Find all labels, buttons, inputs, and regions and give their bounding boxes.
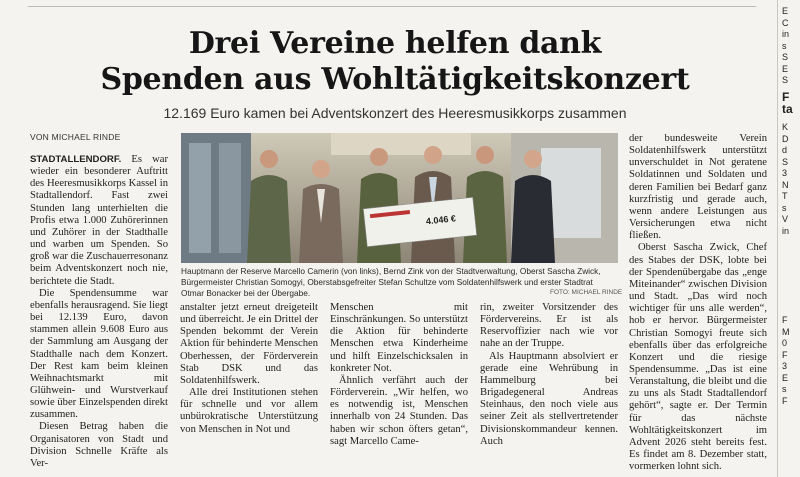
fragment: V <box>782 214 789 224</box>
adjacent-column-heading <box>782 92 800 115</box>
fragment: in <box>782 29 790 39</box>
paragraph: der bundesweite Verein Soldatenhilfswerk unterstützt unverschuldet in Not geratene Soldatinnen und Soldaten und deren Familien bei Bedarf ganz kurzfristig und gerade auch, wenn andere Leistungen aus Versicherungen etwa nicht fließen. <box>629 133 767 242</box>
fragment: E <box>782 63 789 74</box>
fragment: M <box>782 326 790 337</box>
fragment: s <box>782 202 787 213</box>
fragment: E <box>782 372 789 383</box>
subheadline: 12.169 Euro kamen bei Adventskonzert des Heeresmusikkorps zusammen <box>163 105 627 121</box>
fragment: T <box>782 191 788 201</box>
paragraph: Diesen Betrag haben die Organisatoren von Stadt und Division Schnelle Kräfte als Ver- <box>30 421 168 469</box>
adjacent-column-bottom <box>782 315 800 407</box>
article-column-2 <box>180 302 318 436</box>
fragment: s <box>782 384 787 394</box>
photo-credit: FOTO: MICHAEL RINDE <box>550 289 623 296</box>
fragment: s <box>782 40 787 51</box>
fragment: d <box>782 145 788 155</box>
fragment: N <box>782 179 789 190</box>
article-column-3 <box>330 302 468 448</box>
fragment: F <box>782 395 788 406</box>
fragment: C <box>782 17 789 28</box>
headline <box>30 26 760 98</box>
fragment: 3 <box>782 168 788 178</box>
paragraph-text: Es war wieder ein besonderer Auftritt des Heeresmusikkorps Kassel in Stadtallendorf. Fast zwei Stunden lang unterhielten die Profis etwa 1.000 Zuhörerinnen und Zuhörer in der Stadthalle und warben um Spenden. So groß war die Zuschauerresonanz beim Adventskonzert noch nie, berichtete die Stadt. <box>30 154 168 287</box>
headline-line-1: Drei Vereine helfen dank <box>188 26 602 61</box>
adjacent-column-top <box>782 6 800 87</box>
headline-line-2: Spenden aus Wohltätigkeitskonzert <box>100 62 690 97</box>
paragraph: Als Hauptmann absolviert er gerade eine Wehrübung in Hammelburg bei Brigadegeneral Andreas Steinhaus, den noch viele aus seiner Zeit als stellvertretender Divisionskommandeur kennen. Auch <box>480 350 618 447</box>
paragraph: anstalter jetzt erneut dreigeteilt und überreicht. Je ein Drittel der Spenden bekommt der Verein Aktion für behinderte Menschen Oberhessen, der Förderverein Stab DSK und das Soldatenhilfswerk. <box>180 302 318 386</box>
fragment: F <box>782 315 788 325</box>
paragraph: rin, zweiter Vorsitzender des Fördervereins. Er ist als Reservoffizier nach wie vor nahe an der Truppe. <box>480 302 618 350</box>
article-column-5 <box>629 133 767 473</box>
top-rule <box>28 6 756 7</box>
column-divider <box>777 0 778 477</box>
lead-paragraph <box>30 154 168 288</box>
fragment: S <box>782 156 789 167</box>
fragment: S <box>782 52 789 62</box>
paragraph: Die Spendensumme war ebenfalls herausragend. Sie liegt bei 12.139 Euro, davon stammen allein 9.608 Euro aus der Sammlung am Ausgang der Stadthalle nach dem Konzert. Der Rest kam beim kleinen Weihnachtsmarkt mit Glühwein- und Wurstverkauf sowie über Einzelspenden direkt zusammen. <box>30 287 168 421</box>
byline: VON MICHAEL RINDE <box>30 132 121 142</box>
paragraph: Alle drei Institutionen stehen für schnelle und vor allem unbürokratische Unterstützung von Menschen in Not und <box>180 387 318 435</box>
dateline: STADTALLENDORF. <box>30 154 122 165</box>
fragment: D <box>782 133 789 144</box>
fragment: 3 <box>782 361 788 371</box>
article-column-4 <box>480 302 618 448</box>
fragment: 0 <box>782 338 788 348</box>
article-photo <box>181 133 618 263</box>
fragment: E <box>782 6 789 16</box>
paragraph: Oberst Sascha Zwick, Chef des Stabes der DSK, lobte bei der Spendenübergabe das „enge Miteinander“ zwischen Division und Stadt. „Das wird noch wichtiger für uns alle werden“, hob er hervor. Bürgermeister Christian Somogyi freute sich ebenfalls über das erfolgreiche Konzert und die riesige Spendensumme. „Das ist eine Veranstaltung, die bleibt und die zu uns als Stadt Stadtallendorf gehört“, sagte er. Der Termin für das nächste Wohltätigkeitskonzert im Advent 2026 steht bereits fest. Es findet am 8. Dezember statt, vormerken lohnt sich. <box>629 242 767 473</box>
fragment: F <box>782 92 790 104</box>
paragraph: Menschen mit Einschränkungen. So unterstützt die Aktion für behinderte Menschen etwa Kinderheime und hilft Einzelschicksalen in konkreter Not. <box>330 302 468 374</box>
fragment: F <box>782 349 788 360</box>
article-column-1 <box>30 154 168 470</box>
paragraph: Ähnlich verfährt auch der Förderverein. „Wir helfen, wo es notwendig ist, Menschen innerhalb von 24 Stunden. Das haben wir schon öfters getan“, sagt Marcello Came- <box>330 374 468 447</box>
adjacent-column-middle <box>782 122 800 237</box>
cheque-amount: 4.046 € <box>425 213 457 227</box>
fragment: in <box>782 225 790 236</box>
photo-illustration <box>181 133 618 263</box>
fragment: K <box>782 122 789 132</box>
photo-caption: Hauptmann der Reserve Marcello Camerin (von links), Bernd Zink von der Stadtverwaltung, Oberst Sascha Zwick, Bürgermeister Christian Somogyi, Oberstabsgefreiter Stefan Schultze vom Soldatenhilfswerk und erster Stadtrat Otmar Bonacker bei der Übergabe. <box>181 266 601 298</box>
fragment: S <box>782 75 789 85</box>
fragment: ta <box>782 101 793 115</box>
